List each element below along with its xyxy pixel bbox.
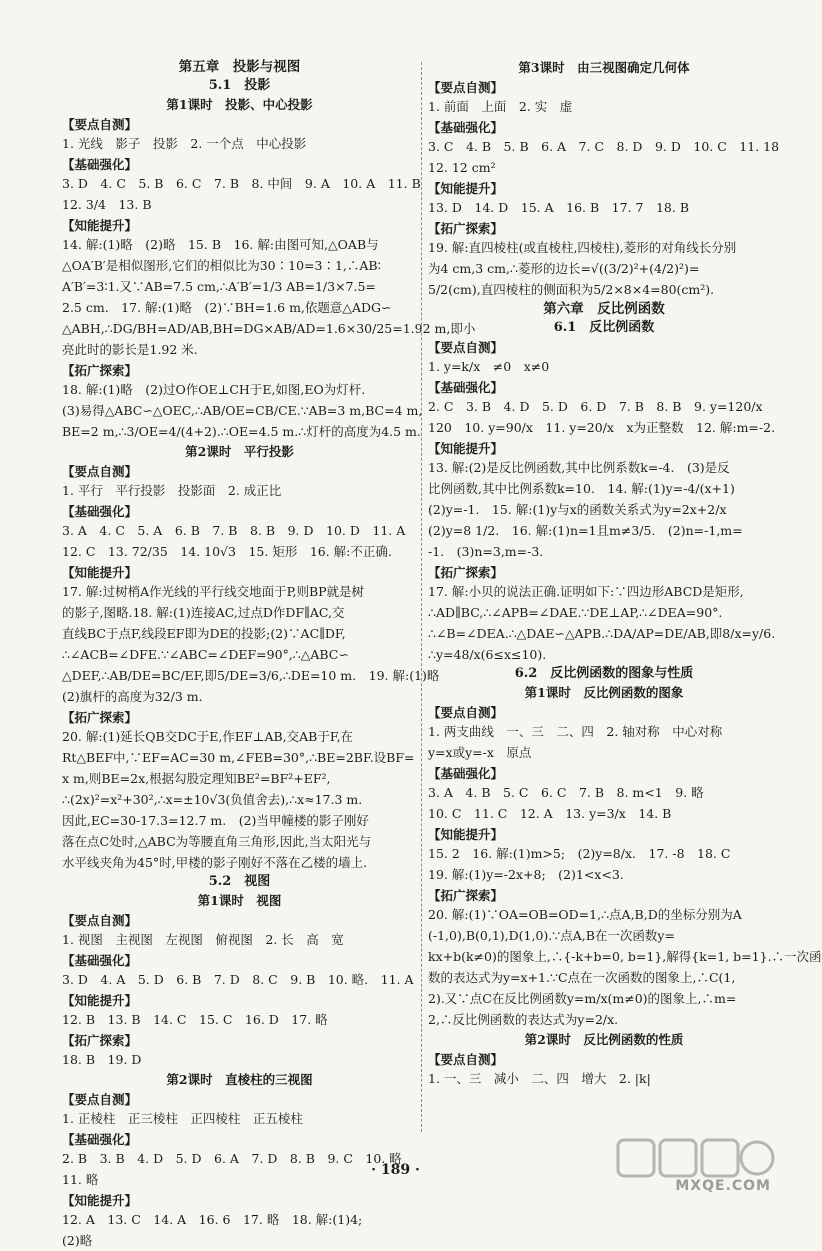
category-label: 【知能提升】: [428, 181, 504, 196]
category-label: 【基础强化】: [62, 157, 138, 172]
answer-line: 1. 视图 主视图 左视图 俯视图 2. 长 高 宽: [62, 932, 344, 947]
column-divider: [421, 62, 422, 1132]
lesson-title: 第1课时 投影、中心投影: [166, 97, 313, 112]
answer-line: Rt△BEF中,∵EF=AC=30 m,∠FEB=30°,∴BE=2BF.设BF=: [62, 750, 415, 765]
answer-line: 15. 2 16. 解:(1)m>5; (2)y=8/x. 17. -8 18. C: [428, 846, 731, 861]
answer-line: 12. C 13. 72/35 14. 10√3 15. 矩形 16. 解:不正确.: [62, 544, 392, 559]
answer-line: 13. 解:(2)是反比例函数,其中比例系数k=-4. (3)是反: [428, 460, 730, 475]
lesson-title: 第2课时 平行投影: [185, 444, 294, 459]
answer-line: ∴(2x)²=x²+30²,∴x=±10√3(负值舍去),∴x≈17.3 m.: [62, 792, 363, 807]
answer-line: 11. 略: [62, 1172, 99, 1187]
answer-line: 17. 解:小贝的说法正确.证明如下:∵四边形ABCD是矩形,: [428, 584, 744, 599]
answer-line: 13. D 14. D 15. A 16. B 17. 7 18. B: [428, 200, 690, 215]
answer-line: 亮此时的影长是1.92 米.: [62, 342, 198, 357]
answer-line: BE=2 m,∴3/OE=4/(4+2).∴OE=4.5 m.∴灯杆的高度为4.5 m.: [62, 424, 421, 439]
answer-line: 的影子,图略.18. 解:(1)连接AC,过点D作DF∥AC,交: [62, 605, 345, 620]
answer-line: 1. y=k/x ≠0 x≠0: [428, 359, 550, 374]
category-label: 【基础强化】: [428, 120, 504, 135]
watermark-text: MXQE.COM: [675, 1178, 771, 1194]
category-label: 【基础强化】: [62, 953, 138, 968]
answer-line: 19. 解:直四棱柱(或直棱柱,四棱柱),菱形的对角线长分别: [428, 240, 737, 255]
answer-line: (-1,0),B(0,1),D(1,0).∵点A,B在一次函数y=: [428, 928, 675, 943]
answer-line: 数的表达式为y=x+1.∵C点在一次函数的图象上,∴C(1,: [428, 970, 736, 985]
answer-line: 5/2(cm),直四棱柱的侧面积为5/2×8×4=80(cm²).: [428, 282, 715, 297]
answer-line: 3. D 4. A 5. D 6. B 7. D 8. C 9. B 10. 略. 11. A: [62, 972, 414, 987]
category-label: 【基础强化】: [62, 504, 138, 519]
answer-line: 3. A 4. C 5. A 6. B 7. B 8. B 9. D 10. D 11. A: [62, 523, 406, 538]
answer-line: 1. 前面 上面 2. 实 虚: [428, 99, 573, 114]
category-label: 【拓广探索】: [428, 565, 504, 580]
answer-line: ∴∠ACB=∠DFE.∵∠ABC=∠DEF=90°,∴△ABC∽: [62, 647, 349, 662]
answer-line: 1. 光线 影子 投影 2. 一个点 中心投影: [62, 136, 307, 151]
answer-line: y=x或y=-x 原点: [428, 745, 532, 760]
section-title: 5.2 视图: [208, 874, 271, 889]
category-label: 【基础强化】: [428, 380, 504, 395]
answer-line: 17. 解:过树梢A作光线的平行线交地面于P,则BP就是树: [62, 584, 365, 599]
answer-line: 19. 解:(1)y=-2x+8; (2)1<x<3.: [428, 867, 624, 882]
category-label: 【知能提升】: [62, 1193, 138, 1208]
chapter-title: 第六章 反比例函数: [543, 301, 665, 317]
lesson-title: 第1课时 反比例函数的图象: [524, 685, 684, 700]
answer-line: 因此,EC=30-17.3=12.7 m. (2)当甲幢楼的影子刚好: [62, 813, 369, 828]
answer-line: 12. B 13. B 14. C 15. C 16. D 17. 略: [62, 1012, 328, 1027]
answer-line: x m,则BE=2x,根据勾股定理知BE²=BF²+EF²,: [62, 771, 331, 786]
answer-line: 120 10. y=90/x 11. y=20/x x为正整数 12. 解:m=-2.: [428, 420, 776, 435]
answer-line: 2).又∵点C在反比例函数y=m/x(m≠0)的图象上,∴m=: [428, 991, 737, 1006]
category-label: 【拓广探索】: [62, 363, 138, 378]
chapter-title: 第五章 投影与视图: [178, 59, 301, 75]
answer-line: 1. 一、三 减小 二、四 增大 2. |k|: [428, 1071, 651, 1086]
right-column: [428, 58, 822, 1089]
answer-line: 2.5 cm. 17. 解:(1)略 (2)∵BH=1.6 m,依题意△ADG∽: [62, 300, 392, 315]
answer-line: kx+b(k≠0)的图象上,∴{-k+b=0, b=1},解得{k=1, b=1}.∴一次函: [428, 949, 822, 964]
answer-line: 3. A 4. B 5. C 6. C 7. B 8. m<1 9. 略: [428, 785, 704, 800]
answer-line: 2,∴反比例函数的表达式为y=2/x.: [428, 1012, 619, 1027]
category-label: 【知能提升】: [62, 218, 138, 233]
section-title: 6.2 反比例函数的图象与性质: [514, 666, 694, 681]
answer-line: (3)易得△ABC∽△OEC,∴AB/OE=CB/CE.∵AB=3 m,BC=4 m,: [62, 403, 423, 418]
category-label: 【要点自测】: [62, 117, 138, 132]
answer-line: ∴∠B=∠DEA.∴△DAE∽△APB.∴DA/AP=DE/AB,即8/x=y/6.: [428, 626, 776, 641]
answer-line: 3. C 4. B 5. B 6. A 7. C 8. D 9. D 10. C 11. 18: [428, 139, 780, 154]
category-label: 【拓广探索】: [62, 710, 138, 725]
category-label: 【要点自测】: [62, 464, 138, 479]
lesson-title: 第2课时 直棱柱的三视图: [166, 1072, 313, 1087]
category-label: 【知能提升】: [62, 565, 138, 580]
category-label: 【要点自测】: [62, 913, 138, 928]
answer-line: 落在点C处时,△ABC为等腰直角三角形,因此,当太阳光与: [62, 834, 372, 849]
lesson-title: 第3课时 由三视图确定几何体: [518, 60, 690, 75]
answer-line: 3. D 4. C 5. B 6. C 7. B 8. 中间 9. A 10. A 11. B: [62, 176, 421, 191]
answer-line: 20. 解:(1)延长QB交DC于E,作EF⊥AB,交AB于F,在: [62, 729, 354, 744]
answer-line: △DEF,∴AB/DE=BC/EF,即5/DE=3/6,∴DE=10 m. 19. 解:(1)略: [62, 668, 440, 683]
category-label: 【拓广探索】: [428, 888, 504, 903]
category-label: 【要点自测】: [62, 1092, 138, 1107]
answer-line: 12. 12 cm²: [428, 160, 496, 175]
answer-line: 比例函数,其中比例系数k=10. 14. 解:(1)y=-4/(x+1): [428, 481, 735, 496]
answer-line: 14. 解:(1)略 (2)略 15. B 16. 解:由图可知,△OAB与: [62, 237, 379, 252]
category-label: 【知能提升】: [62, 993, 138, 1008]
category-label: 【基础强化】: [62, 1132, 138, 1147]
answer-line: (2)略: [62, 1233, 93, 1248]
answer-line: 1. 两支曲线 一、三 二、四 2. 轴对称 中心对称: [428, 724, 723, 739]
section-title: 5.1 投影: [208, 78, 271, 93]
answer-line: △OA′B′是相似图形,它们的相似比为30∶10=3∶1,∴AB∶: [62, 258, 381, 273]
page-number: · 189 ·: [371, 1162, 420, 1178]
answer-line: ∴AD∥BC,∴∠APB=∠DAE.∵DE⊥AP,∴∠DEA=90°.: [428, 605, 723, 620]
answer-line: 18. 解:(1)略 (2)过O作OE⊥CH于E,如图,EO为灯杆.: [62, 382, 366, 397]
lesson-title: 第1课时 视图: [197, 893, 282, 908]
lesson-title: 第2课时 反比例函数的性质: [524, 1032, 684, 1047]
category-label: 【基础强化】: [428, 766, 504, 781]
category-label: 【知能提升】: [428, 441, 504, 456]
answer-line: -1. (3)n=3,m=-3.: [428, 544, 544, 559]
category-label: 【要点自测】: [428, 705, 504, 720]
category-label: 【要点自测】: [428, 340, 504, 355]
category-label: 【要点自测】: [428, 1052, 504, 1067]
answer-line: 18. B 19. D: [62, 1052, 142, 1067]
answer-line: △ABH,∴DG/BH=AD/AB,BH=DG×AB/AD=1.6×30/25=1.92 m,即小: [62, 321, 476, 336]
answer-line: 水平线夹角为45°时,甲楼的影子刚好不落在乙楼的墙上.: [62, 855, 368, 870]
section-title: 6.1 反比例函数: [553, 320, 655, 335]
category-label: 【拓广探索】: [428, 221, 504, 236]
category-label: 【知能提升】: [428, 827, 504, 842]
answer-line: 1. 正棱柱 正三棱柱 正四棱柱 正五棱柱: [62, 1111, 303, 1126]
answer-line: 12. 3/4 13. B: [62, 197, 152, 212]
answer-line: (2)y=-1. 15. 解:(1)y与x的函数关系式为y=2x+2/x: [428, 502, 727, 517]
answer-line: ∴y=48/x(6≤x≤10).: [428, 647, 547, 662]
answer-line: 2. C 3. B 4. D 5. D 6. D 7. B 8. B 9. y=120/x: [428, 399, 763, 414]
category-label: 【拓广探索】: [62, 1033, 138, 1048]
answer-line: A′B′=3∶1.又∵AB=7.5 cm,∴A′B′=1/3 AB=1/3×7.5=: [62, 279, 376, 294]
answer-line: 10. C 11. C 12. A 13. y=3/x 14. B: [428, 806, 672, 821]
answer-line: 20. 解:(1)∵OA=OB=OD=1,∴点A,B,D的坐标分别为A: [428, 907, 742, 922]
answer-line: (2)旗杆的高度为32/3 m.: [62, 689, 203, 704]
answer-line: 1. 平行 平行投影 投影面 2. 成正比: [62, 483, 282, 498]
category-label: 【要点自测】: [428, 80, 504, 95]
answer-line: (2)y=8 1/2. 16. 解:(1)n=1且m≠3/5. (2)n=-1,m=: [428, 523, 743, 538]
answer-line: 12. A 13. C 14. A 16. 6 17. 略 18. 解:(1)4;: [62, 1212, 363, 1227]
answer-line: 为4 cm,3 cm,∴菱形的边长=√((3/2)²+(4/2)²)=: [428, 261, 700, 276]
answer-line: 2. B 3. B 4. D 5. D 6. A 7. D 8. B 9. C 10. 略: [62, 1151, 402, 1166]
answer-line: 直线BC于点F,线段EF即为DE的投影;(2)∵AC∥DF,: [62, 626, 346, 641]
